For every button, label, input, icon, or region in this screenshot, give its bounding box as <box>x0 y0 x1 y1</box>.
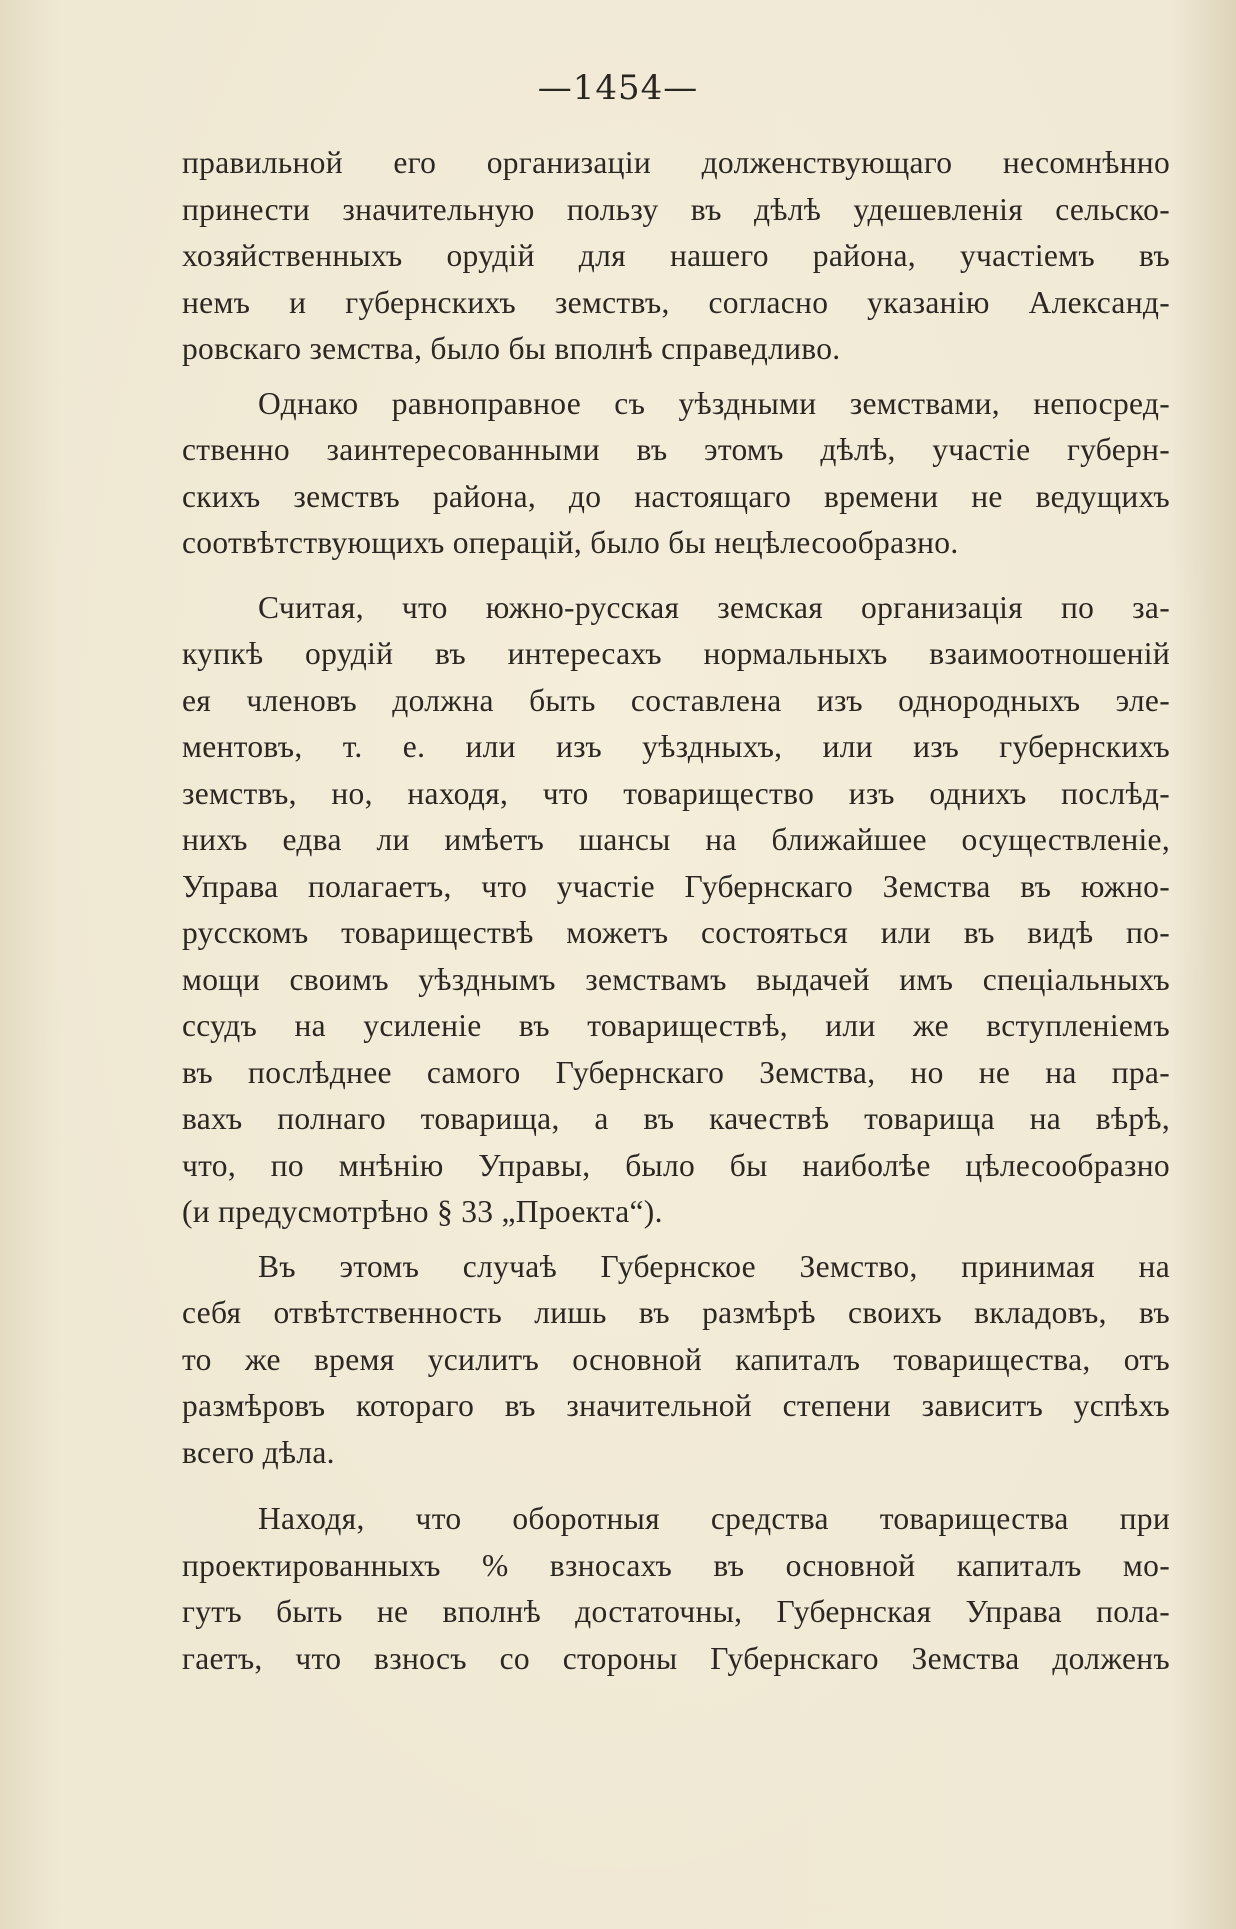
paragraph-gap <box>182 373 1170 381</box>
text-line: Находя, что оборотныя средства товарищества при <box>258 1501 1170 1536</box>
text-line: мощи своимъ уѣзднымъ земствамъ выдачей имъ спеціальныхъ <box>182 961 1170 997</box>
text-line: себя отвѣтственность лишь въ размѣрѣ своихъ вкладовъ, въ <box>182 1295 1170 1330</box>
text-line: ственно заинтересованными въ этомъ дѣлѣ, участіе губерн- <box>182 432 1170 467</box>
text-line: хозяйственныхъ орудій для нашего района, участіемъ въ <box>182 238 1170 273</box>
text-line: нихъ едва ли имѣетъ шансы на ближайшее осуществленіе, <box>182 822 1170 857</box>
text-line: Однако равноправное съ уѣздными земствами, непосред- <box>258 385 1170 421</box>
text-line: всего дѣла. <box>182 1434 335 1470</box>
paragraph-3 <box>182 585 1170 1236</box>
paragraph-gap <box>182 567 1170 585</box>
text-line: въ послѣднее самого Губернскаго Земства, но не на пра- <box>182 1054 1170 1090</box>
text-line: ссудъ на усиленіе въ товариществѣ, или же вступленіемъ <box>182 1008 1170 1043</box>
text-line: скихъ земствъ района, до настоящаго времени не ведущихъ <box>182 478 1170 514</box>
text-line: купкѣ орудій въ интересахъ нормальныхъ взаимоотношеній <box>182 636 1170 671</box>
text-line: размѣровъ котораго въ значительной степени зависитъ успѣхъ <box>182 1388 1170 1423</box>
text-line: русскомъ товариществѣ можетъ состояться или въ видѣ по- <box>182 915 1170 950</box>
paragraph-2 <box>182 381 1170 567</box>
paragraph-gap <box>182 1236 1170 1244</box>
text-line: немъ и губернскихъ земствъ, согласно указанію Александ- <box>182 284 1170 320</box>
page-number: —1454— <box>537 68 699 108</box>
text-line: земствъ, но, находя, что товарищество изъ однихъ послѣд- <box>182 775 1170 811</box>
text-line: Считая, что южно-русская земская организація по за- <box>258 589 1170 625</box>
paragraph-4 <box>182 1244 1170 1477</box>
paragraph-1 <box>182 140 1170 373</box>
text-line: соотвѣтствующихъ операцій, было бы нецѣлесообразно. <box>182 525 959 560</box>
text-line: то же время усилитъ основной капиталъ товарищества, отъ <box>182 1341 1170 1377</box>
text-line: ровскаго земства, было бы вполнѣ справедливо. <box>182 331 841 366</box>
text-line: что, по мнѣнію Управы, было бы наиболѣе цѣлесообразно <box>182 1147 1170 1183</box>
text-line: правильной его организаціи долженствующаго несомнѣнно <box>182 145 1170 180</box>
text-line: ментовъ, т. е. или изъ уѣздныхъ, или изъ губернскихъ <box>182 729 1170 764</box>
paragraph-gap <box>182 1476 1170 1496</box>
text-line: гаетъ, что взносъ со стороны Губернскаго Земства долженъ <box>182 1640 1170 1676</box>
text-line: гутъ быть не вполнѣ достаточны, Губернская Управа пола- <box>182 1594 1170 1629</box>
body-text <box>182 140 1170 1682</box>
text-line: ея членовъ должна быть составлена изъ однородныхъ эле- <box>182 682 1170 718</box>
text-line: Въ этомъ случаѣ Губернское Земство, принимая на <box>258 1248 1170 1284</box>
text-line: Управа полагаетъ, что участіе Губернскаго Земства въ южно- <box>182 868 1170 904</box>
paragraph-5 <box>182 1496 1170 1682</box>
text-line: проектированныхъ % взносахъ въ основной капиталъ мо- <box>182 1547 1170 1583</box>
text-line: вахъ полнаго товарища, а въ качествѣ товарища на вѣрѣ, <box>182 1101 1170 1136</box>
text-line: (и предусмотрѣно § 33 „Проекта“). <box>182 1194 663 1229</box>
text-line: принести значительную пользу въ дѣлѣ удешевленія сельско- <box>182 191 1170 227</box>
